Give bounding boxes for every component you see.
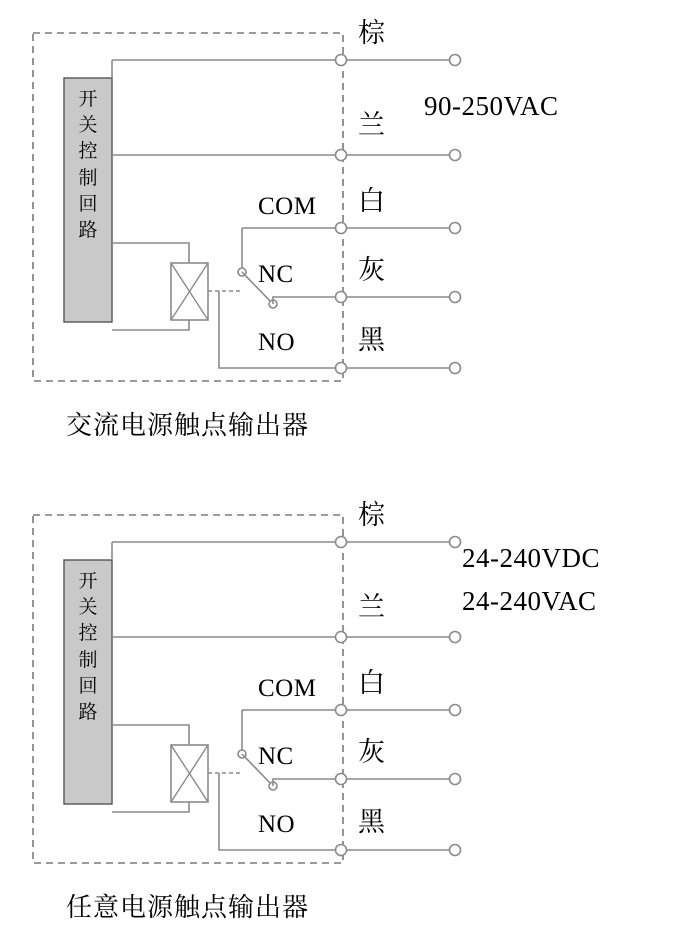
terminal-blue-outer xyxy=(450,150,461,161)
terminal-brown-outer xyxy=(450,55,461,66)
control-block-char-1: 开 xyxy=(78,88,98,110)
wire-label-white: 白 xyxy=(358,186,385,217)
wire-label-gray-2: 灰 xyxy=(358,737,385,768)
control-block-label xyxy=(70,86,106,243)
terminal-gray-inner xyxy=(336,292,347,303)
wire-label-gray: 灰 xyxy=(358,255,385,286)
wire-label-white-2: 白 xyxy=(358,668,385,699)
caption-ac-contact-output: 交流电源触点输出器 xyxy=(66,411,310,441)
control-block-char-3: 控 xyxy=(78,140,98,163)
terminal-brown-inner xyxy=(336,55,347,66)
terminal-black-inner xyxy=(336,363,347,374)
contact-label-nc-2: NC xyxy=(258,743,294,770)
control-block-char-5: 回 xyxy=(78,192,98,215)
wire-label-black-2: 黑 xyxy=(358,807,385,838)
caption-universal-contact-output: 任意电源触点输出器 xyxy=(66,893,310,923)
terminal-blue-outer-2 xyxy=(450,632,461,643)
coil-lead-bottom-2 xyxy=(112,802,189,812)
terminal-black-inner-2 xyxy=(336,845,347,856)
supply-voltage-label: 90-250VAC xyxy=(424,91,559,121)
wire-label-blue-2: 兰 xyxy=(358,592,385,623)
supply-voltage-label-ac: 24-240VAC xyxy=(462,586,597,616)
control-block-char-6: 路 xyxy=(78,219,98,242)
terminal-gray-outer xyxy=(450,292,461,303)
wire-gray-nc xyxy=(273,297,455,304)
control-block-2-char-1: 开 xyxy=(78,570,98,592)
coil-lead-top-2 xyxy=(112,725,189,745)
control-block-2-char-2: 关 xyxy=(78,596,98,619)
coil-lead-bottom xyxy=(112,320,189,330)
contact-label-nc: NC xyxy=(258,261,294,288)
contact-label-no-2: NO xyxy=(258,811,296,838)
terminal-black-outer-2 xyxy=(450,845,461,856)
terminal-gray-outer-2 xyxy=(450,774,461,785)
coil-lead-top xyxy=(112,243,189,263)
terminal-blue-inner xyxy=(336,150,347,161)
contact-label-no: NO xyxy=(258,329,296,356)
wire-gray-nc-2 xyxy=(273,779,455,786)
terminal-gray-inner-2 xyxy=(336,774,347,785)
control-block-2-char-3: 控 xyxy=(78,622,98,645)
wire-black-no xyxy=(219,291,455,368)
terminal-black-outer xyxy=(450,363,461,374)
terminal-white-inner-2 xyxy=(336,705,347,716)
wire-label-black: 黑 xyxy=(358,325,385,356)
control-block-2-char-5: 回 xyxy=(78,674,98,697)
wire-label-brown-2: 棕 xyxy=(358,500,385,531)
control-block-2-char-6: 路 xyxy=(78,701,98,724)
terminal-brown-inner-2 xyxy=(336,537,347,548)
contact-label-com: COM xyxy=(258,193,317,220)
terminal-white-outer xyxy=(450,223,461,234)
terminal-blue-inner-2 xyxy=(336,632,347,643)
supply-voltage-label-dc: 24-240VDC xyxy=(462,543,600,573)
wire-black-no-2 xyxy=(219,773,455,850)
terminal-white-inner xyxy=(336,223,347,234)
control-block-char-2: 关 xyxy=(78,114,98,137)
wire-label-blue: 兰 xyxy=(358,110,385,141)
terminal-brown-outer-2 xyxy=(450,537,461,548)
wire-label-brown: 棕 xyxy=(358,18,385,49)
terminal-white-outer-2 xyxy=(450,705,461,716)
control-block-label-2 xyxy=(70,568,106,725)
control-block-char-4: 制 xyxy=(78,166,98,189)
contact-label-com-2: COM xyxy=(258,675,317,702)
control-block-2-char-4: 制 xyxy=(78,648,98,671)
